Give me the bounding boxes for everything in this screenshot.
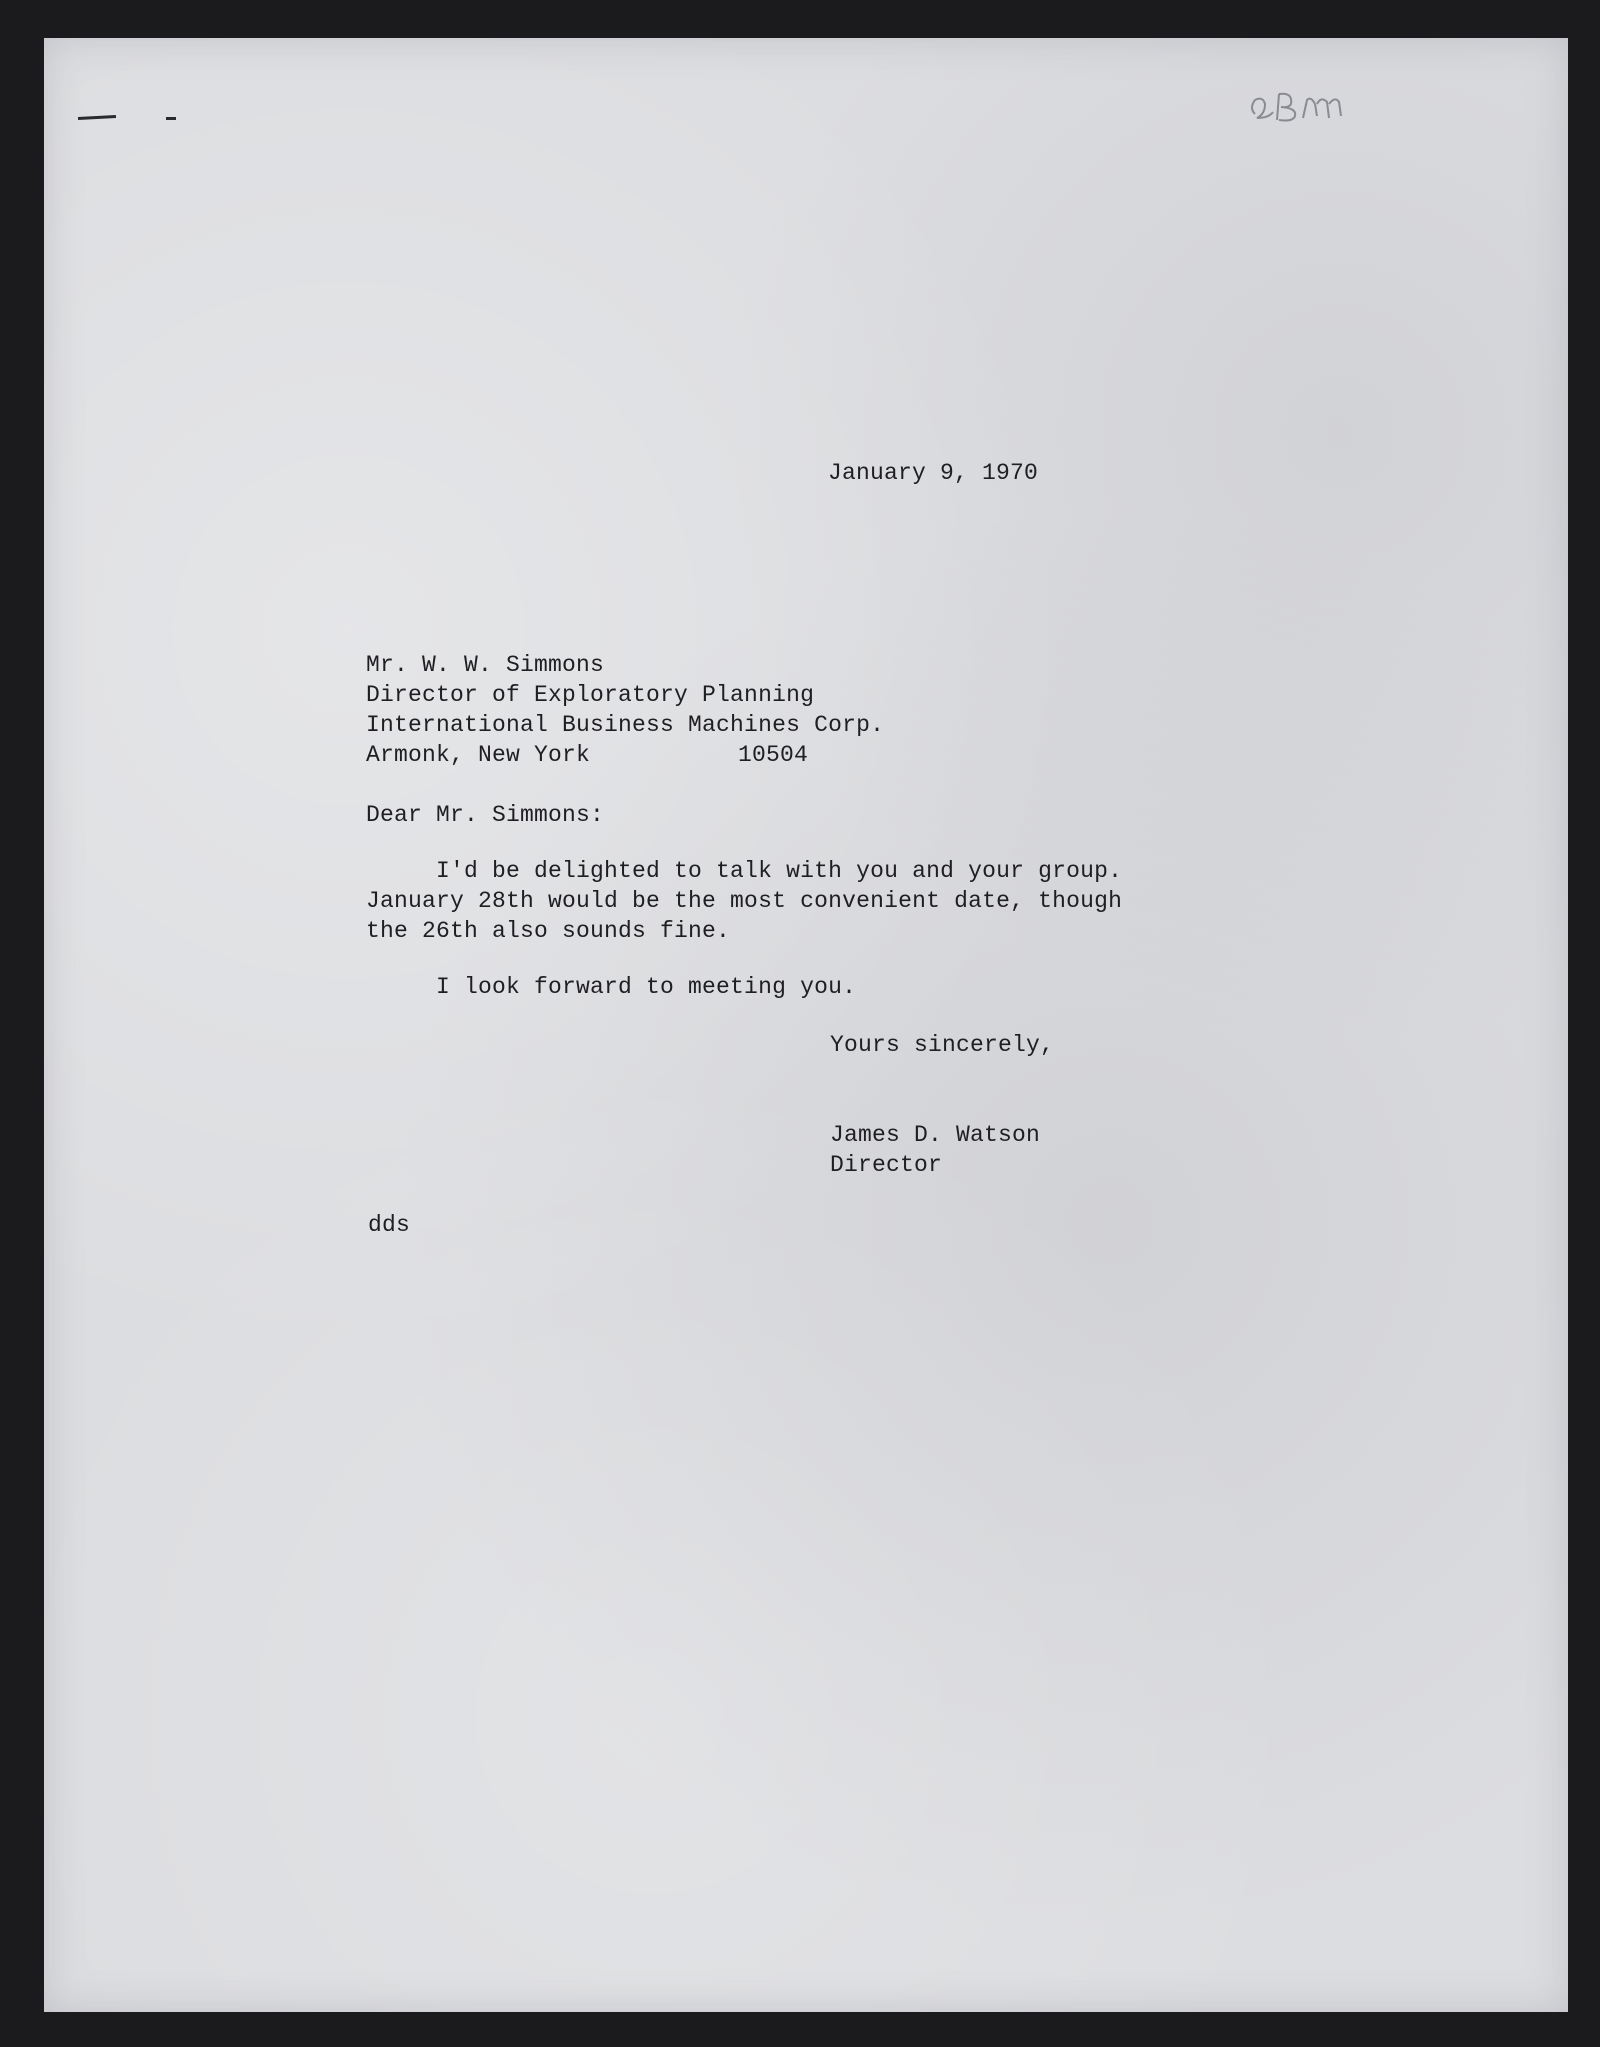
letter-page [44,38,1568,2012]
body-line: I'd be delighted to talk with you and your group. [366,858,1123,884]
recipient-name: Mr. W. W. Simmons [366,652,605,678]
salutation: Dear Mr. Simmons: [366,802,605,828]
letter-date: January 9, 1970 [828,460,1039,486]
body-line: January 28th would be the most convenient date, though [366,888,1123,914]
handwritten-ibm-annotation [1245,74,1375,134]
body-line: I look forward to meeting you. [366,974,857,1000]
signer-name: James D. Watson [830,1122,1041,1148]
recipient-title: Director of Exploratory Planning [366,682,815,708]
typist-initials: dds [368,1212,411,1238]
body-line: the 26th also sounds fine. [366,918,731,944]
closing: Yours sincerely, [830,1032,1055,1058]
recipient-company: International Business Machines Corp. [366,712,885,738]
pen-mark [78,115,116,120]
recipient-zip: 10504 [738,742,809,768]
signer-title: Director [830,1152,943,1178]
pen-mark [166,117,176,120]
recipient-city: Armonk, New York [366,742,591,768]
